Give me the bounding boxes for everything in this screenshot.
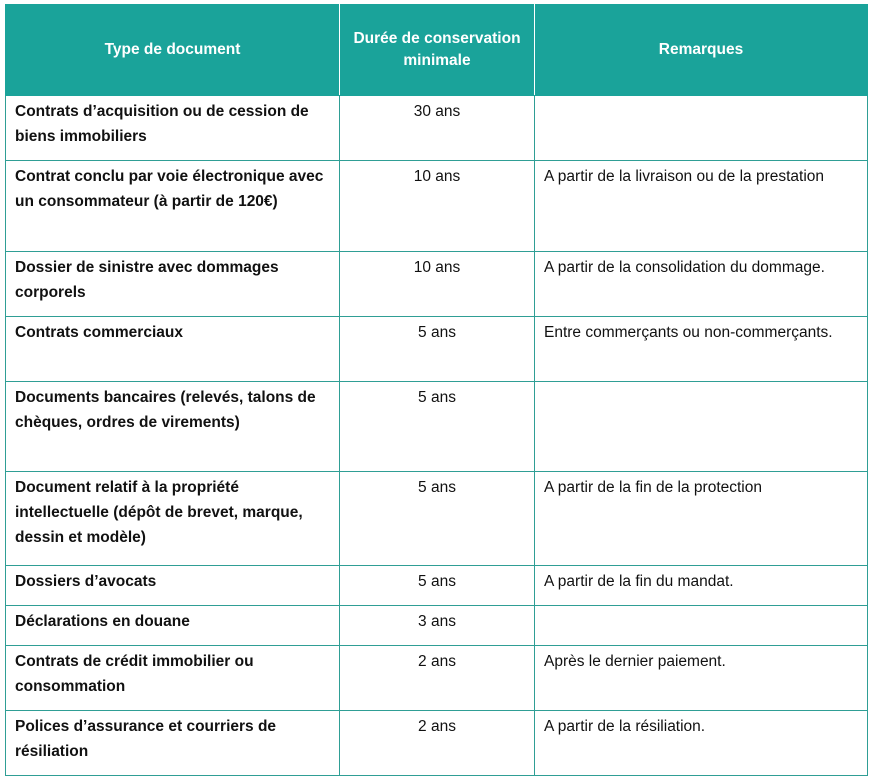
cell-duree: 2 ans: [340, 711, 535, 776]
table-row: [6, 472, 868, 566]
cell-duree: 5 ans: [340, 472, 535, 566]
cell-remarque: A partir de la fin de la protection: [535, 472, 868, 566]
header-duree-conservation: Durée de conservation minimale: [340, 5, 535, 96]
table-row: [6, 317, 868, 382]
cell-type: Polices d’assurance et courriers de résiliation: [6, 711, 340, 776]
table-row: [6, 382, 868, 472]
table-header-row: [6, 5, 868, 96]
cell-type: Documents bancaires (relevés, talons de chèques, ordres de virements): [6, 382, 340, 472]
cell-duree: 5 ans: [340, 382, 535, 472]
header-type-de-document: Type de document: [6, 5, 340, 96]
cell-type: Document relatif à la propriété intellectuelle (dépôt de brevet, marque, dessin et modèle): [6, 472, 340, 566]
table-row: [6, 252, 868, 317]
cell-remarque: A partir de la résiliation.: [535, 711, 868, 776]
cell-remarque: [535, 606, 868, 646]
table-row: [6, 711, 868, 776]
table-row: [6, 566, 868, 606]
cell-type: Déclarations en douane: [6, 606, 340, 646]
cell-type: Contrats commerciaux: [6, 317, 340, 382]
cell-duree: 5 ans: [340, 317, 535, 382]
cell-type: Dossiers d’avocats: [6, 566, 340, 606]
cell-duree: 3 ans: [340, 606, 535, 646]
cell-remarque: [535, 382, 868, 472]
cell-remarque: [535, 96, 868, 161]
cell-duree: 5 ans: [340, 566, 535, 606]
cell-duree: 10 ans: [340, 252, 535, 317]
cell-remarque: A partir de la fin du mandat.: [535, 566, 868, 606]
cell-type: Dossier de sinistre avec dommages corporels: [6, 252, 340, 317]
cell-remarque: Après le dernier paiement.: [535, 646, 868, 711]
retention-table: [5, 4, 868, 776]
table-row: [6, 161, 868, 252]
cell-duree: 30 ans: [340, 96, 535, 161]
cell-duree: 2 ans: [340, 646, 535, 711]
table-row: [6, 96, 868, 161]
cell-duree: 10 ans: [340, 161, 535, 252]
cell-remarque: A partir de la livraison ou de la prestation: [535, 161, 868, 252]
cell-remarque: A partir de la consolidation du dommage.: [535, 252, 868, 317]
cell-type: Contrat conclu par voie électronique avec un consommateur (à partir de 120€): [6, 161, 340, 252]
header-remarques: Remarques: [535, 5, 868, 96]
cell-type: Contrats de crédit immobilier ou consommation: [6, 646, 340, 711]
table-row: [6, 646, 868, 711]
cell-type: Contrats d’acquisition ou de cession de biens immobiliers: [6, 96, 340, 161]
cell-remarque: Entre commerçants ou non-commerçants.: [535, 317, 868, 382]
table-row: [6, 606, 868, 646]
